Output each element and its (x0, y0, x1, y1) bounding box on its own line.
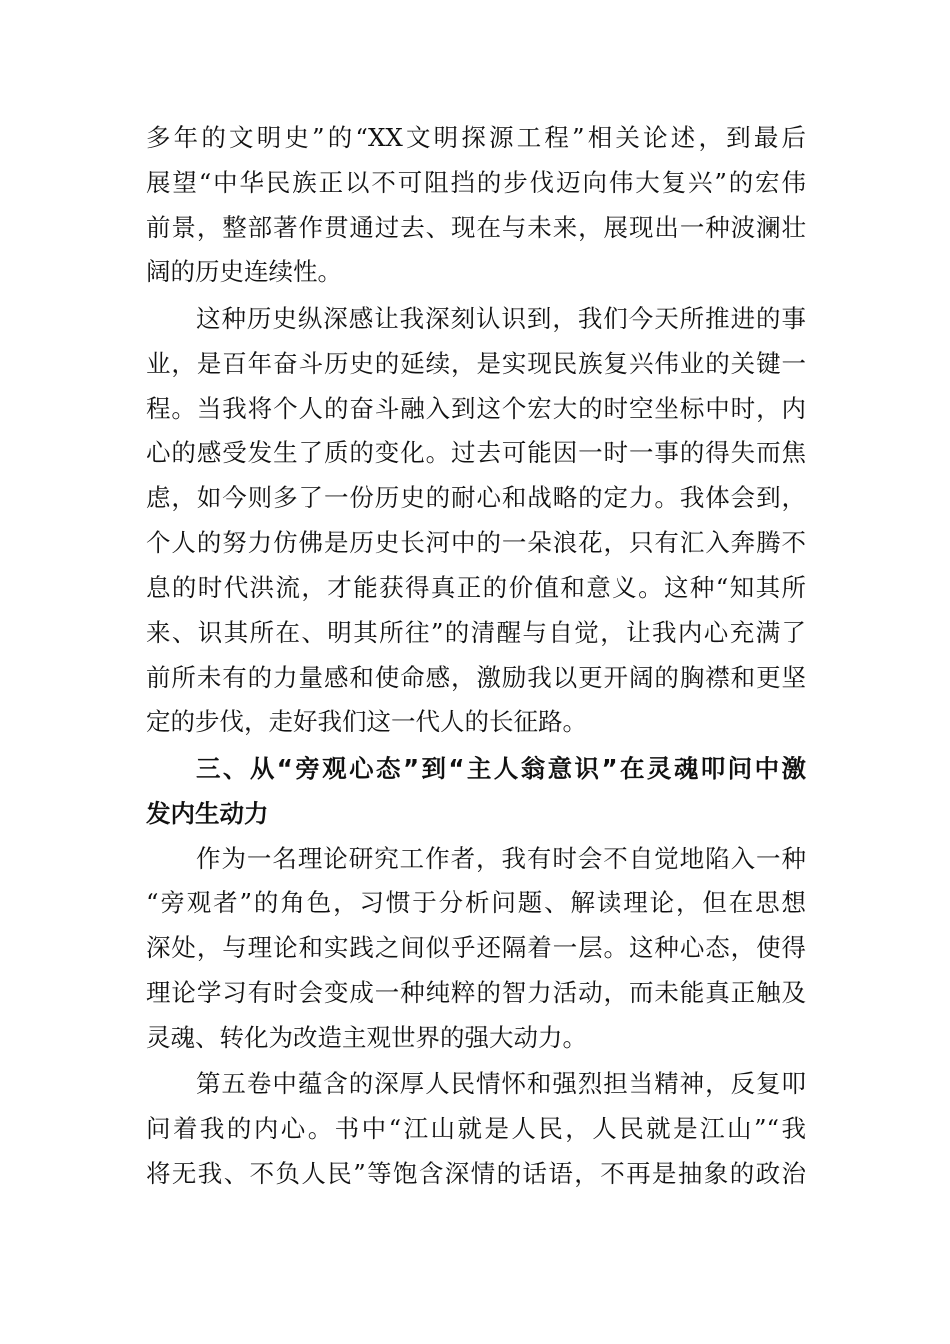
paragraph-first-line: 这种历史纵深感让我深刻认识到，我们今天所推进的事 (196, 304, 806, 333)
text-line: 来、识其所在、明其所往”的清醒与自觉，让我内心充满了 (146, 618, 806, 647)
text-line: 业，是百年奋斗历史的延续，是实现民族复兴伟业的关键一 (146, 349, 806, 378)
section-heading: 发内生动力 (146, 799, 269, 828)
text-line: 前景，整部著作贯通过去、现在与未来，展现出一种波澜壮 (146, 213, 806, 242)
text-line: 虑，如今则多了一份历史的耐心和战略的定力。我体会到， (146, 483, 806, 512)
text-line: 深处，与理论和实践之间似乎还隔着一层。这种心态，使得 (146, 933, 806, 962)
text-line: 多年的文明史”的“XX文明探源工程”相关论述，到最后 (146, 123, 806, 152)
text-line: 前所未有的力量感和使命感，激励我以更开阔的胸襟和更坚 (146, 663, 806, 692)
text-line: “旁观者”的角色，习惯于分析问题、解读理论，但在思想 (146, 888, 806, 917)
text-line: 息的时代洪流，才能获得真正的价值和意义。这种“知其所 (146, 573, 806, 602)
text-line: 阔的历史连续性。 (146, 257, 342, 286)
text-line: 问着我的内心。书中“江山就是人民，人民就是江山”“我 (146, 1114, 806, 1143)
text-line: 将无我、不负人民”等饱含深情的话语，不再是抽象的政治 (146, 1159, 806, 1188)
text-line: 程。当我将个人的奋斗融入到这个宏大的时空坐标中时，内 (146, 394, 806, 423)
text-line: 心的感受发生了质的变化。过去可能因一时一事的得失而焦 (146, 438, 806, 467)
text-line: 展望“中华民族正以不可阻挡的步伐迈向伟大复兴”的宏伟 (146, 168, 806, 197)
text-line: 理论学习有时会变成一种纯粹的智力活动，而未能真正触及 (146, 978, 806, 1007)
section-heading: 三、从“旁观心态”到“主人翁意识”在灵魂叩问中激 (196, 754, 806, 783)
text-line: 个人的努力仿佛是历史长河中的一朵浪花，只有汇入奔腾不 (146, 528, 806, 557)
paragraph-first-line: 第五卷中蕴含的深厚人民情怀和强烈担当精神，反复叩 (196, 1069, 806, 1098)
text-line: 定的步伐，走好我们这一代人的长征路。 (146, 707, 587, 736)
text-line: 灵魂、转化为改造主观世界的强大动力。 (146, 1023, 587, 1052)
paragraph-first-line: 作为一名理论研究工作者，我有时会不自觉地陷入一种 (196, 844, 806, 873)
